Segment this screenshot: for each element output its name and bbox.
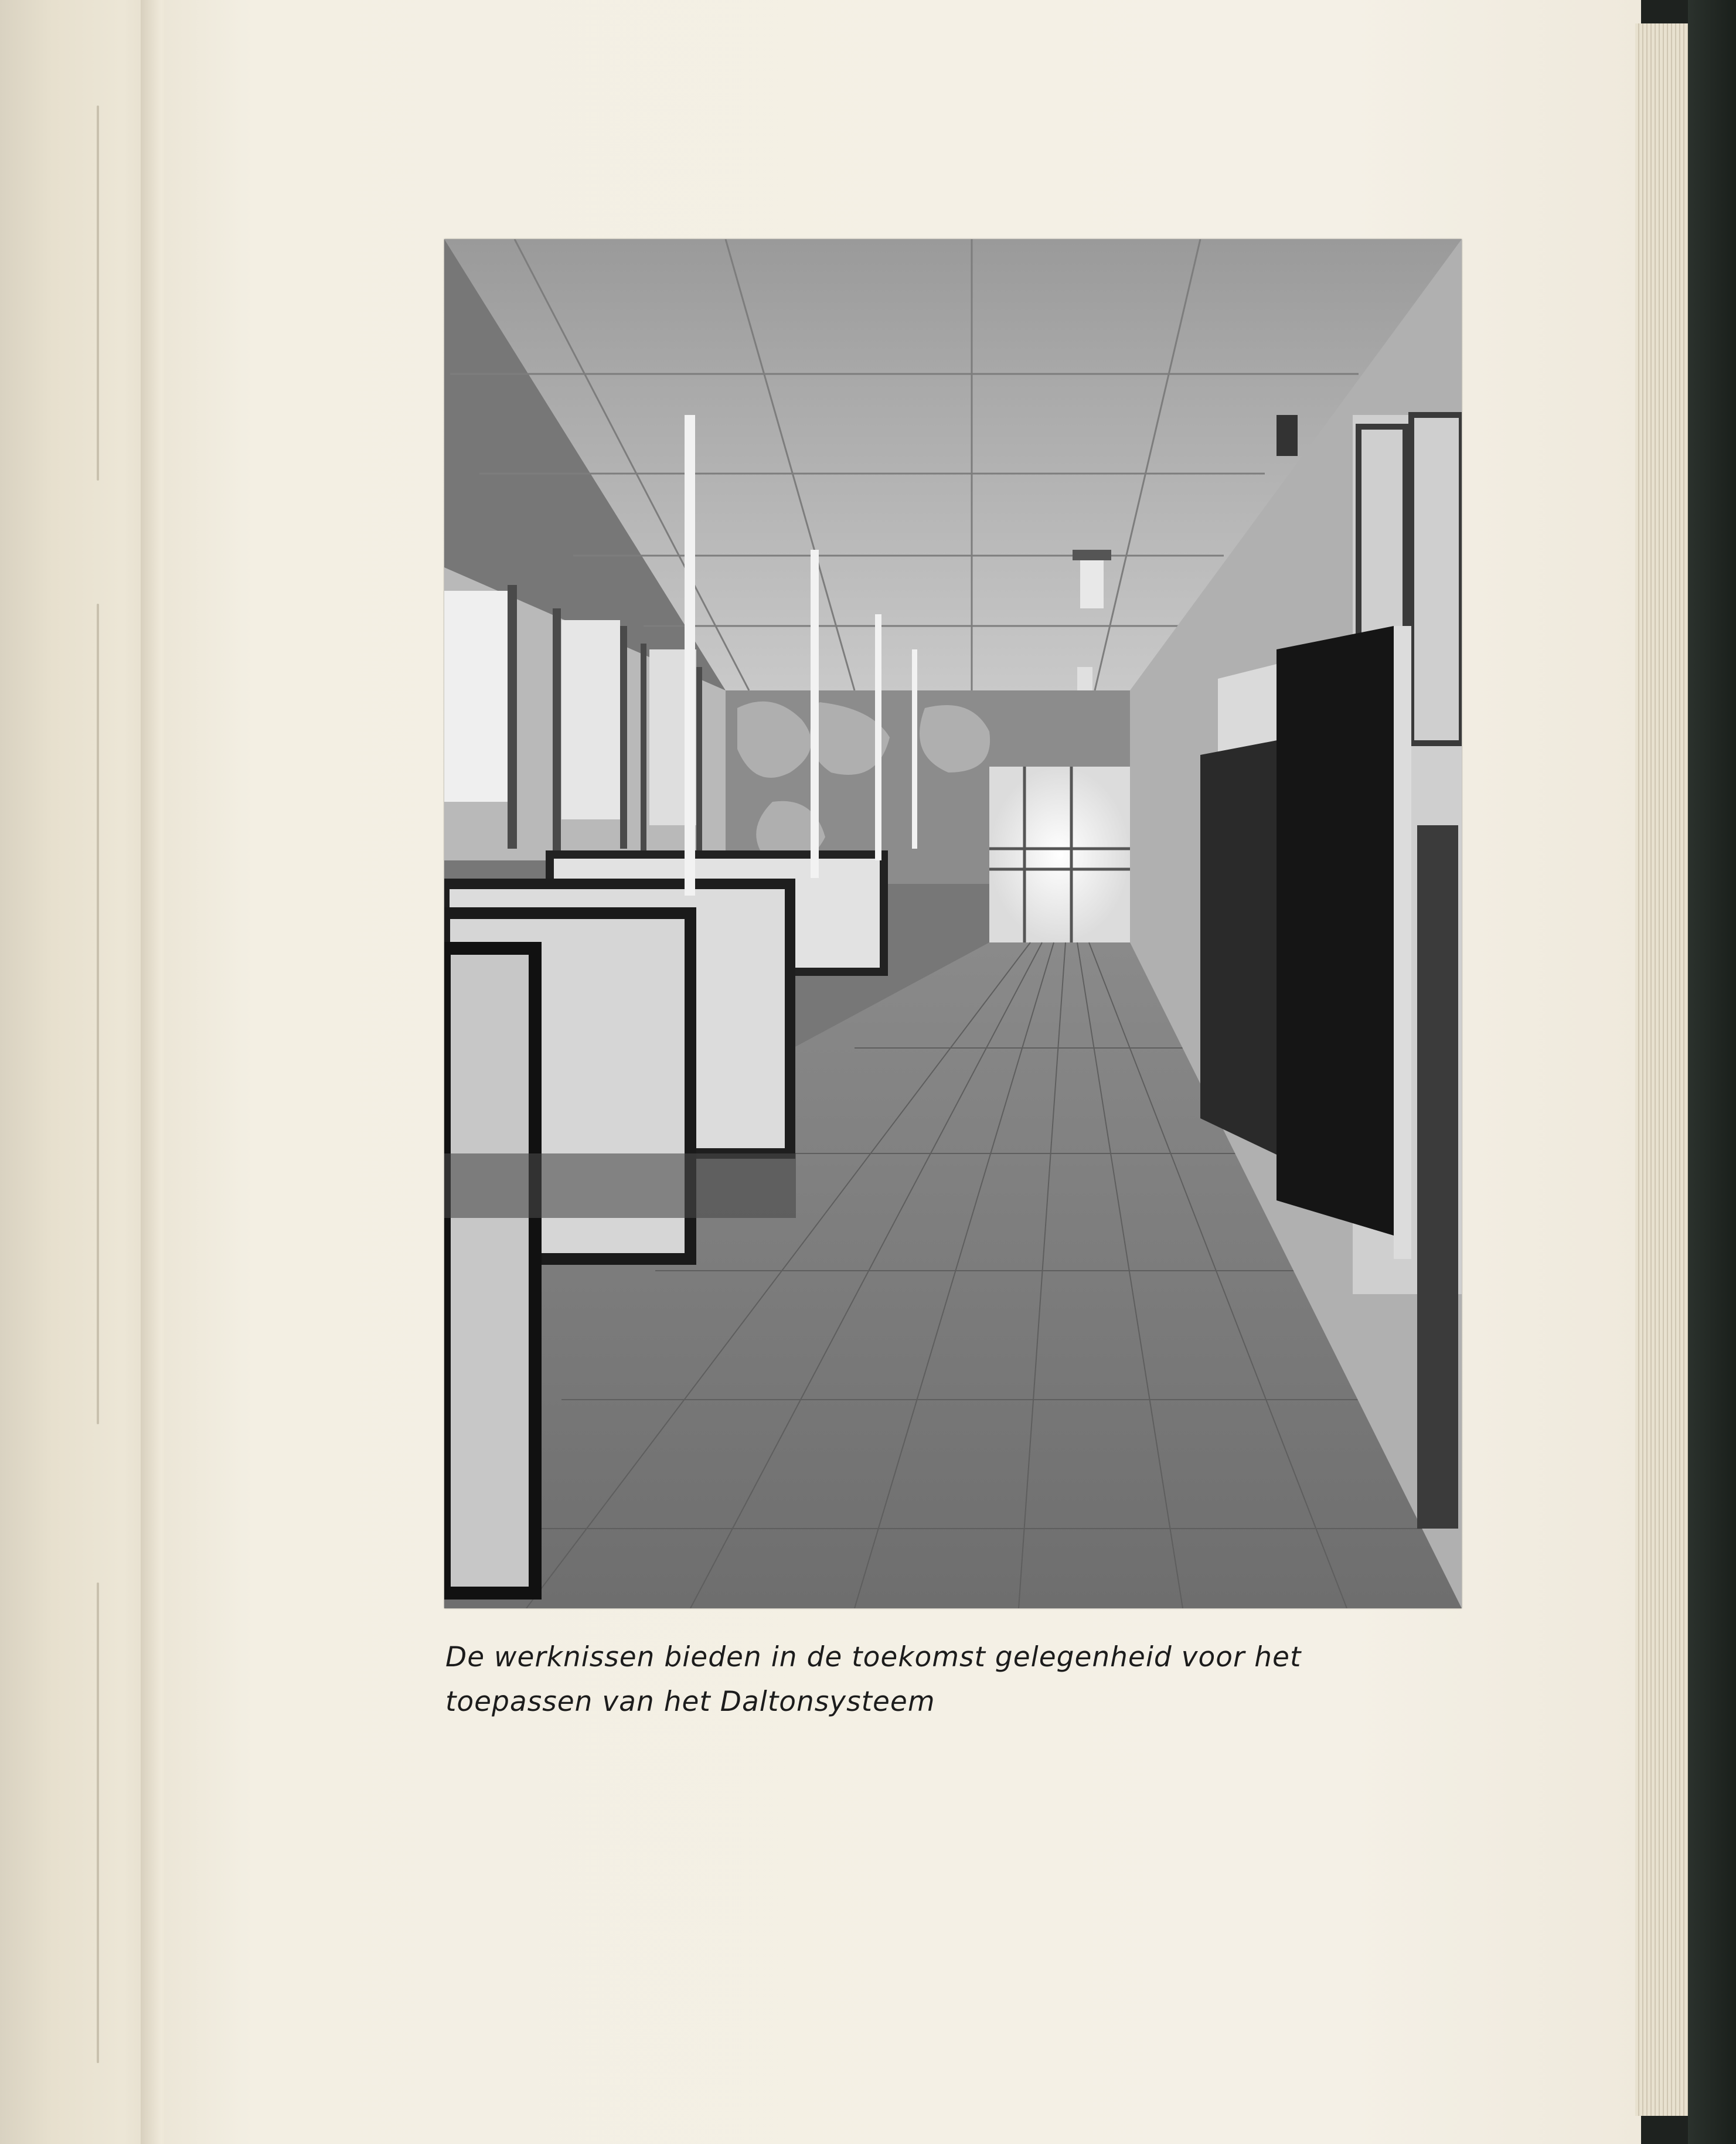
album-cover-edge bbox=[1688, 0, 1736, 2144]
ceiling-lamp bbox=[1073, 550, 1111, 560]
binding-stitch bbox=[97, 1583, 99, 2063]
open-door bbox=[1277, 626, 1394, 1236]
corridor-photograph bbox=[444, 239, 1462, 1608]
photo-caption bbox=[445, 1635, 1500, 1724]
end-window bbox=[989, 767, 1130, 942]
window bbox=[561, 620, 620, 819]
page-edges bbox=[1635, 23, 1691, 2116]
door-frame bbox=[1394, 626, 1411, 1259]
wall-bell bbox=[1277, 415, 1298, 456]
caption-line-1: De werknissen bieden in de toekomst gelegenheid voor het bbox=[445, 1641, 1302, 1673]
binding-stitch bbox=[97, 604, 99, 1424]
ceiling-lamp bbox=[1080, 556, 1104, 608]
caption-line-2: toepassen van het Daltonsysteem bbox=[445, 1686, 935, 1718]
window bbox=[444, 591, 509, 802]
binding-stitch bbox=[97, 106, 99, 481]
